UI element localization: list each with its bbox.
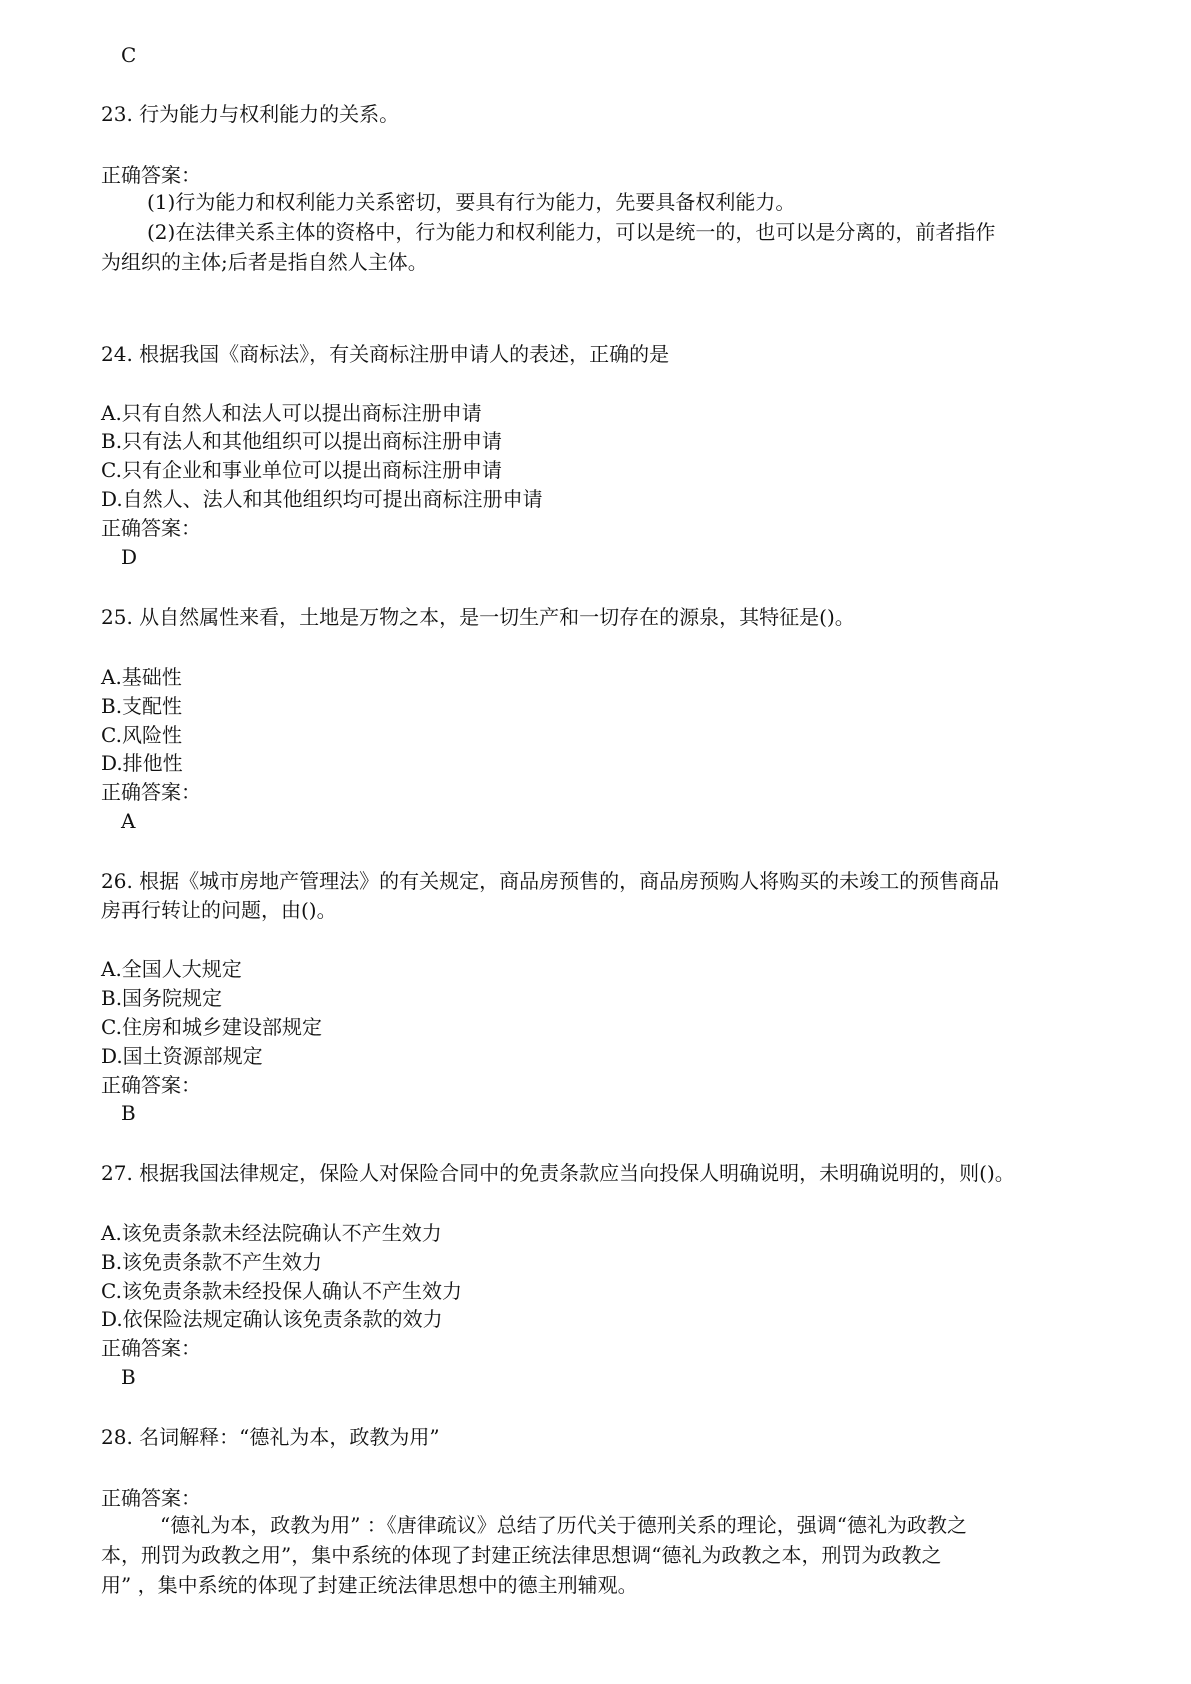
answer-label: 正确答案：	[101, 1073, 201, 1097]
option-c: C.住房和城乡建设部规定	[101, 1015, 322, 1039]
option-b: B.国务院规定	[101, 986, 223, 1010]
answer-value: D	[121, 545, 138, 569]
answer-line: (2)在法律关系主体的资格中，行为能力和权利能力，可以是统一的，也可以是分离的，前者指作	[147, 220, 996, 244]
answer-line: (1)行为能力和权利能力关系密切，要具有行为能力，先要具备权利能力。	[147, 190, 796, 214]
answer-line: 用” ，集中系统的体现了封建正统法律思想中的德主刑辅观。	[101, 1573, 638, 1597]
answer-value: B	[121, 1101, 136, 1125]
answer-value: B	[121, 1365, 136, 1389]
answer-label: 正确答案：	[101, 1336, 201, 1360]
question-25-stem: 25. 从自然属性来看，土地是万物之本，是一切生产和一切存在的源泉，其特征是()。	[101, 605, 855, 629]
question-24-stem: 24. 根据我国《商标法》，有关商标注册申请人的表述，正确的是	[101, 342, 670, 366]
question-26-stem-cont: 房再行转让的问题，由()。	[101, 898, 337, 922]
answer-line: “德礼为本，政教为用” ：《唐律疏议》总结了历代关于德刑关系的理论，强调“德礼为政教之	[160, 1513, 968, 1537]
option-b: B.只有法人和其他组织可以提出商标注册申请	[101, 429, 503, 453]
answer-line: 为组织的主体;后者是指自然人主体。	[101, 250, 428, 274]
answer-label: 正确答案：	[101, 163, 201, 187]
answer-line: 本，刑罚为政教之用”，集中系统的体现了封建正统法律思想调“德礼为政教之本，刑罚为政教之	[101, 1543, 942, 1567]
answer-label: 正确答案：	[101, 780, 201, 804]
option-d: D.排他性	[101, 751, 183, 775]
option-c: C.风险性	[101, 723, 182, 747]
option-a: A.该免责条款未经法院确认不产生效力	[101, 1221, 442, 1245]
option-d: D.国土资源部规定	[101, 1044, 263, 1068]
option-a: A.全国人大规定	[101, 957, 242, 981]
option-d: D.自然人、法人和其他组织均可提出商标注册申请	[101, 487, 543, 511]
question-23-stem: 23. 行为能力与权利能力的关系。	[101, 102, 400, 126]
option-a: A.只有自然人和法人可以提出商标注册申请	[101, 401, 482, 425]
question-28-stem: 28. 名词解释：“德礼为本，政教为用”	[101, 1425, 440, 1449]
answer-label: 正确答案：	[101, 516, 201, 540]
prev-answer: C	[121, 43, 137, 67]
question-26-stem: 26. 根据《城市房地产管理法》的有关规定，商品房预售的，商品房预购人将购买的未竣工的预售商品	[101, 869, 1000, 893]
answer-label: 正确答案：	[101, 1486, 201, 1510]
answer-value: A	[121, 809, 136, 833]
option-d: D.依保险法规定确认该免责条款的效力	[101, 1307, 443, 1331]
option-c: C.只有企业和事业单位可以提出商标注册申请	[101, 458, 502, 482]
option-a: A.基础性	[101, 665, 182, 689]
question-27-stem: 27. 根据我国法律规定，保险人对保险合同中的免责条款应当向投保人明确说明，未明确说明的，则()。	[101, 1161, 1015, 1185]
option-c: C.该免责条款未经投保人确认不产生效力	[101, 1279, 462, 1303]
option-b: B.支配性	[101, 694, 183, 718]
option-b: B.该免责条款不产生效力	[101, 1250, 323, 1274]
